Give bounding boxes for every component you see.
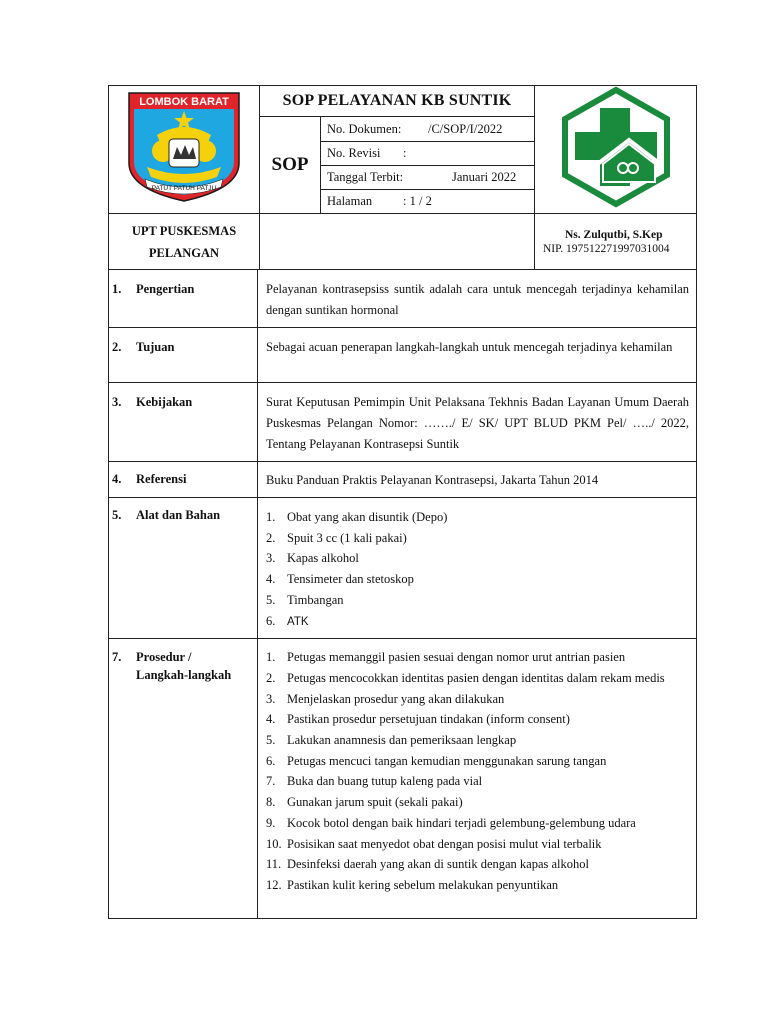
list-item — [266, 709, 689, 730]
list-item — [266, 813, 689, 834]
lombok-barat-logo-cell — [109, 86, 260, 214]
list-item-text: Desinfeksi daerah yang akan di suntik dengan kapas alkohol — [287, 857, 589, 872]
section-label: Prosedur / — [136, 650, 192, 665]
org-line-2: PELANGAN — [148, 245, 220, 260]
list-item — [266, 668, 689, 689]
alat-list — [266, 507, 689, 632]
list-item-text: Kapas alkohol — [287, 551, 359, 566]
list-item — [266, 875, 689, 896]
section-pengertian: 1. Pengertian Pelayanan kontrasepsiss suntik adalah cara untuk mencegah terjadinya kehamilan dengan suntikan hormonal — [109, 270, 697, 328]
list-item-text: Obat yang akan disuntik (Depo) — [287, 510, 448, 524]
section-label: Pengertian — [136, 282, 195, 296]
section-label: Tujuan — [136, 340, 175, 354]
list-item-number: 11. — [266, 857, 282, 872]
section-text: Surat Keputusan Pemimpin Unit Pelaksana Tekhnis Badan Layanan Umum Daerah Puskesmas Pelangan Nomor: ……./ E/ SK/ UPT BLUD PKM Pel/ …../ 2022, Tentang Pelayanan Kontrasepsi Suntik — [258, 383, 697, 462]
section-text: Pelayanan kontrasepsiss suntik adalah cara untuk mencegah terjadinya kehamilan dengan suntikan hormonal — [258, 270, 697, 328]
section-label: Kebijakan — [136, 395, 193, 409]
blank-sign-area — [260, 214, 535, 270]
list-item-number: 5. — [266, 733, 276, 748]
list-item-number: 8. — [266, 795, 276, 810]
sop-title: SOP PELAYANAN KB SUNTIK — [260, 86, 535, 117]
list-item-text: Spuit 3 cc (1 kali pakai) — [287, 530, 407, 545]
list-item-number: 2. — [266, 670, 276, 685]
list-item — [266, 689, 689, 710]
list-item-number: 7. — [266, 774, 276, 789]
list-item-number: 5. — [266, 592, 276, 607]
list-item-text: Kocok botol dengan baik hindari terjadi gelembung-gelembung udara — [287, 815, 636, 830]
lombok-barat-emblem-icon — [125, 89, 243, 205]
list-item-number: 6. — [266, 613, 276, 628]
list-item — [266, 730, 689, 751]
list-item — [266, 590, 689, 611]
meta-halaman: Halaman : 1 / 2 — [321, 190, 535, 214]
org-name — [109, 214, 260, 270]
meta-tanggal-terbit: Tanggal Terbit: Januari 2022 — [321, 166, 535, 190]
list-item-number: 10. — [266, 836, 282, 851]
list-item-text: Posisikan saat menyedot obat dengan posisi mulut vial terbalik — [287, 836, 602, 851]
list-item-text: ATK — [287, 615, 309, 628]
section-kebijakan: 3. Kebijakan Surat Keputusan Pemimpin Unit Pelaksana Tekhnis Badan Layanan Umum Daerah Puskesmas Pelangan Nomor: ……./ E/ SK/ UPT BLUD PKM Pel/ …../ 2022, Tentang Pelayanan Kontrasepsi Suntik — [109, 383, 697, 462]
signer-name: Ns. Zulqutbi, S.Kep — [565, 228, 663, 241]
list-item-number: 1. — [266, 510, 276, 524]
list-item — [266, 751, 689, 772]
meta-no-revisi: No. Revisi : — [321, 142, 535, 166]
org-line-1: UPT PUSKESMAS — [131, 223, 237, 238]
section-label: Langkah-langkah — [136, 668, 232, 683]
sop-header-table — [108, 85, 697, 270]
list-item — [266, 647, 689, 668]
list-item — [266, 771, 689, 792]
list-item-text: Timbangan — [287, 592, 344, 607]
list-item-number: 4. — [266, 572, 276, 587]
list-item-number: 6. — [266, 753, 276, 768]
list-item-text: Buka dan buang tutup kaleng pada vial — [287, 774, 483, 789]
list-item — [266, 569, 689, 590]
svg-text:LOMBOK BARAT: LOMBOK BARAT — [139, 96, 229, 108]
section-prosedur: 7. Prosedur / Langkah-langkah 1. Petugas memanggil pasien sesuai dengan nomor urut antrian pasien 2. Petugas mencocokkan identitas pasien dengan identitas dalam rekam medis 3. Menjelaskan prosedur yang akan dilakukan 4. Pastikan prosedur persetujuan tindakan (inform consent) 5. Lakukan anamnesis dan pemeriksaan lengkap 6. Petugas mencuci tangan kemudian menggunakan sarung tangan 7. Buka dan buang tutup kaleng pada vial 8. Gunakan jarum spuit (sekali pakai) 9. Kocok botol dengan baik hindari terjadi gelembung-gelembung udara 10. Posisikan saat menyedot obat dengan posisi mulut vial terbalik 11. Desinfeksi daerah yang akan di suntik dengan kapas alkohol 12. Pastikan kulit kering sebelum melakukan penyuntikan — [109, 639, 697, 919]
list-item-number: 3. — [266, 551, 276, 566]
section-tujuan: 2. Tujuan Sebagai acuan penerapan langkah-langkah untuk mencegah terjadinya kehamilan — [109, 328, 697, 383]
sop-label: SOP — [260, 117, 321, 214]
meta-no-dokumen: No. Dokumen: /C/SOP/I/2022 — [321, 117, 535, 142]
list-item-text: Petugas mencocokkan identitas pasien dengan identitas dalam rekam medis — [287, 670, 665, 685]
list-item-text: Petugas memanggil pasien sesuai dengan nomor urut antrian pasien — [287, 650, 626, 665]
list-item-text: Gunakan jarum spuit (sekali pakai) — [287, 795, 463, 810]
list-item — [266, 792, 689, 813]
list-item — [266, 834, 689, 855]
list-item-text: Tensimeter dan stetoskop — [287, 572, 414, 587]
list-item-number: 3. — [266, 691, 276, 706]
list-item-text: Pastikan prosedur persetujuan tindakan (inform consent) — [287, 712, 570, 727]
section-alat-dan-bahan: 5. Alat dan Bahan 1. Obat yang akan disuntik (Depo) 2. Spuit 3 cc (1 kali pakai) 3. Kapas alkohol 4. Tensimeter dan stetoskop 5. Timbangan 6. ATK — [109, 498, 697, 639]
list-item-text: Lakukan anamnesis dan pemeriksaan lengkap — [287, 733, 517, 748]
list-item — [266, 507, 689, 528]
puskesmas-cross-icon — [557, 86, 675, 208]
list-item-number: 4. — [266, 712, 276, 727]
list-item-number: 2. — [266, 530, 276, 545]
list-item-text: Petugas mencuci tangan kemudian menggunakan sarung tangan — [287, 753, 607, 768]
section-text: Buku Panduan Praktis Pelayanan Kontrasepsi, Jakarta Tahun 2014 — [258, 462, 697, 498]
list-item-text: Pastikan kulit kering sebelum melakukan penyuntikan — [287, 877, 559, 892]
list-item — [266, 548, 689, 569]
list-item — [266, 528, 689, 549]
signer-nip: NIP. 197512271997031004 — [543, 242, 670, 255]
list-item-number: 9. — [266, 815, 276, 830]
list-item-number: 1. — [266, 650, 276, 665]
section-referensi: 4. Referensi Buku Panduan Praktis Pelayanan Kontrasepsi, Jakarta Tahun 2014 — [109, 462, 697, 498]
sop-content-table — [108, 269, 697, 919]
svg-text:PATUT PATUH PATJU: PATUT PATUH PATJU — [151, 185, 217, 192]
list-item-text: Menjelaskan prosedur yang akan dilakukan — [287, 691, 505, 706]
section-text: Sebagai acuan penerapan langkah-langkah untuk mencegah terjadinya kehamilan — [258, 328, 697, 383]
section-label: Referensi — [136, 472, 187, 486]
prosedur-list — [266, 647, 689, 895]
list-item — [266, 854, 689, 875]
list-item-number: 12. — [266, 877, 282, 892]
list-item — [266, 611, 689, 633]
puskesmas-logo-cell — [535, 86, 697, 214]
signer-block — [535, 214, 697, 270]
section-label: Alat dan Bahan — [136, 508, 221, 522]
